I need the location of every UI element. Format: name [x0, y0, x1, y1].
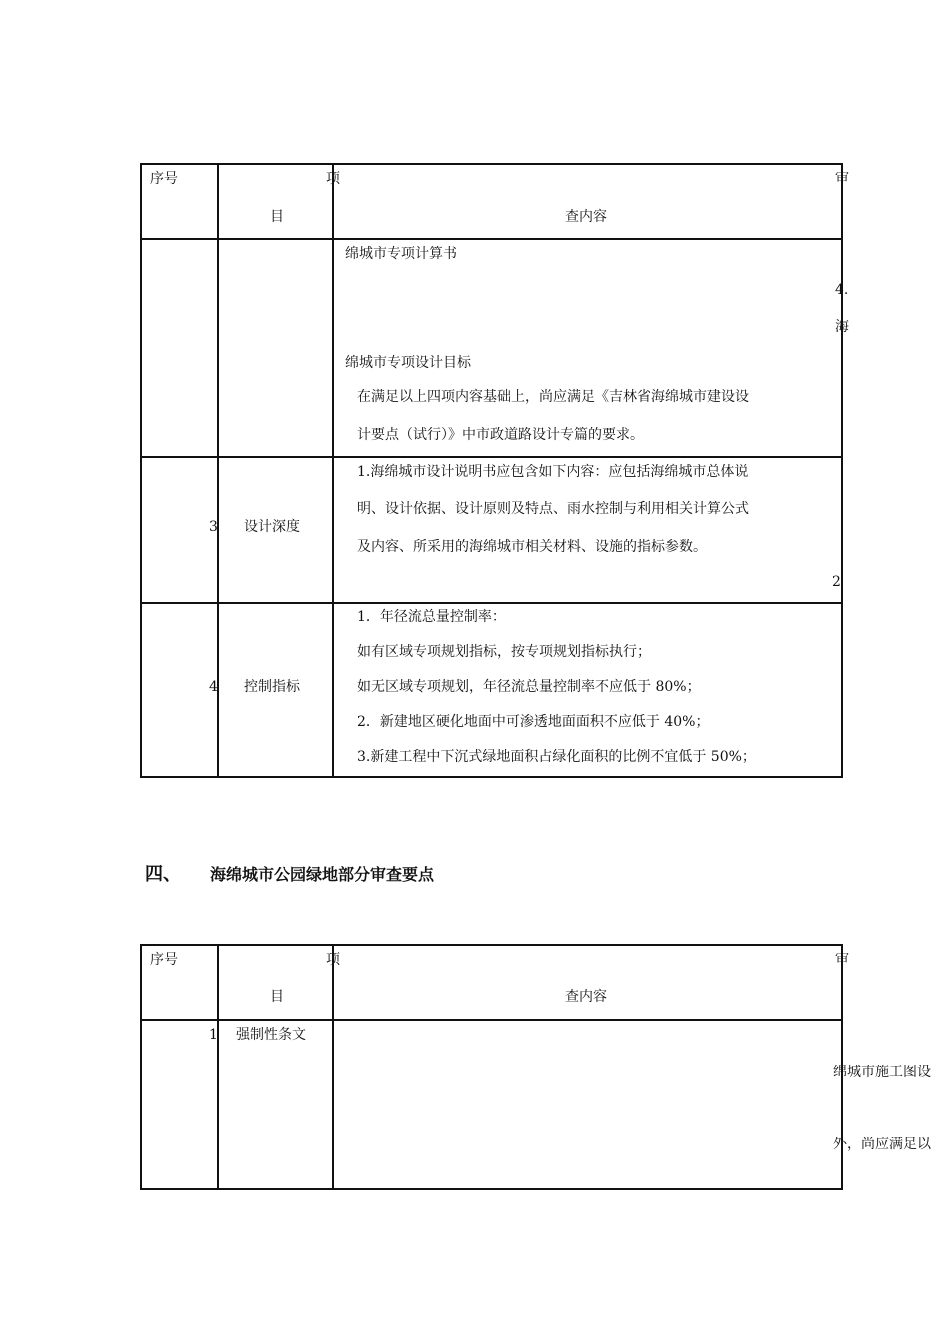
section-number: 四、: [145, 864, 181, 885]
table-border: [140, 456, 843, 458]
row-1-overflow-1: 绵城市施工图设: [833, 1065, 931, 1079]
row-3-line-2: 明、设计依据、设计原则及特点、雨水控制与利用相关计算公式: [357, 501, 749, 517]
row-a-line-3: 在满足以上四项内容基础上，尚应满足《吉林省海绵城市建设设: [357, 389, 749, 405]
table-border: [217, 944, 219, 1190]
table-border: [140, 1019, 843, 1021]
table-border: [332, 944, 334, 1190]
table-border: [140, 944, 142, 1190]
row-a-overflow-1: 4.: [835, 282, 849, 298]
row-1-overflow-2: 外，尚应满足以: [833, 1137, 931, 1151]
table-border: [140, 944, 843, 946]
row-a-line-2: 绵城市专项设计目标: [345, 355, 471, 371]
header-item-bottom: 目: [270, 209, 284, 225]
header-review-top: 审: [835, 952, 849, 968]
row-4-item: 控制指标: [244, 679, 300, 695]
row-4-line-2: 如有区域专项规划指标，按专项规划指标执行；: [357, 644, 651, 660]
header-seq: 序号: [150, 952, 178, 968]
row-4-line-4: 2．新建地区硬化地面中可渗透地面面积不应低于 40%；: [357, 714, 710, 730]
table-border: [140, 1188, 843, 1190]
row-a-line-1: 绵城市专项计算书: [345, 246, 457, 262]
table-border: [140, 163, 843, 165]
row-1-num: 1: [209, 1027, 218, 1043]
header-seq: 序号: [150, 171, 178, 187]
row-3-overflow: 2: [832, 574, 841, 590]
header-item-bottom: 目: [270, 989, 284, 1005]
table-border: [841, 163, 843, 778]
row-3-item: 设计深度: [244, 519, 300, 535]
row-a-overflow-2: 海: [835, 319, 849, 335]
header-item-top: 项: [326, 952, 340, 968]
row-4-line-3: 如无区域专项规划，年径流总量控制率不应低于 80%；: [357, 679, 701, 695]
header-review-bottom: 查内容: [565, 989, 607, 1005]
row-1-item: 强制性条文: [236, 1027, 306, 1043]
row-a-line-4: 计要点（试行）》中市政道路设计专篇的要求。: [357, 427, 644, 443]
table-border: [140, 238, 843, 240]
header-review-bottom: 查内容: [565, 209, 607, 225]
row-3-num: 3: [209, 519, 218, 535]
row-4-line-5: 3.新建工程中下沉式绿地面积占绿化面积的比例不宜低于 50%；: [357, 749, 756, 765]
row-4-line-1: 1．年径流总量控制率：: [357, 609, 506, 625]
table-border: [140, 776, 843, 778]
row-3-line-3: 及内容、所采用的海绵城市相关材料、设施的指标参数。: [357, 539, 707, 555]
header-item-top: 项: [326, 171, 340, 187]
table-border: [140, 163, 142, 778]
table-border: [140, 602, 843, 604]
row-3-line-1: 1.海绵城市设计说明书应包含如下内容：应包括海绵城市总体说: [357, 464, 749, 480]
row-4-num: 4: [209, 679, 218, 695]
section-title: 海绵城市公园绿地部分审查要点: [210, 865, 435, 884]
header-review-top: 审: [835, 171, 849, 187]
table-border: [332, 163, 334, 778]
